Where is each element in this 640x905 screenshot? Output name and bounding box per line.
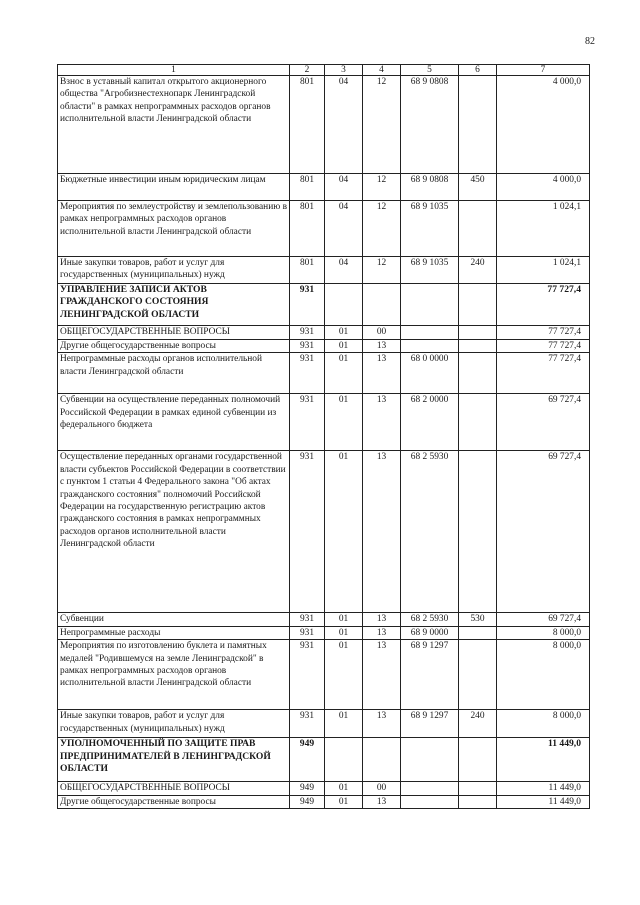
table-row	[58, 782, 590, 795]
section-code-cell: 04	[325, 174, 363, 201]
column-header: 4	[363, 65, 401, 76]
expense-type-code-cell: 240	[459, 710, 497, 738]
ministry-code-cell: 801	[290, 257, 325, 284]
row-description-cell: ОБЩЕГОСУДАРСТВЕННЫЕ ВОПРОСЫ	[58, 782, 290, 795]
target-article-code-cell	[401, 738, 459, 782]
expense-type-code-cell	[459, 201, 497, 257]
subsection-code-cell: 13	[363, 795, 401, 808]
expense-type-code-cell: 530	[459, 613, 497, 626]
subsection-code-cell	[363, 738, 401, 782]
amount-cell: 69 727,4	[497, 613, 590, 626]
section-code-cell: 01	[325, 782, 363, 795]
section-code-cell	[325, 738, 363, 782]
target-article-code-cell: 68 2 5930	[401, 451, 459, 613]
target-article-code-cell: 68 9 1035	[401, 257, 459, 284]
ministry-code-cell: 949	[290, 782, 325, 795]
row-description-cell: Осуществление переданных органами государственной власти субъектов Российской Федерации в соответствии с пунктом 1 статьи 4 Федерального закона "Об актах гражданского состояния" полномочий Российской Федерации на государственную регистрацию актов гражданского состояния в рамках непрограммных расходов органов исполнительной власти Ленинградской области	[58, 451, 290, 613]
ministry-code-cell: 801	[290, 201, 325, 257]
amount-cell: 77 727,4	[497, 340, 590, 353]
budget-table	[57, 64, 590, 809]
ministry-code-cell: 931	[290, 353, 325, 394]
table-row	[58, 394, 590, 451]
subsection-code-cell: 12	[363, 174, 401, 201]
table-row	[58, 201, 590, 257]
section-code-cell	[325, 284, 363, 326]
amount-cell: 11 449,0	[497, 782, 590, 795]
column-header: 3	[325, 65, 363, 76]
row-description-cell: УПОЛНОМОЧЕННЫЙ ПО ЗАЩИТЕ ПРАВ ПРЕДПРИНИМАТЕЛЕЙ В ЛЕНИНГРАДСКОЙ ОБЛАСТИ	[58, 738, 290, 782]
table-row	[58, 613, 590, 626]
subsection-code-cell: 12	[363, 76, 401, 174]
table-row	[58, 340, 590, 353]
target-article-code-cell: 68 2 5930	[401, 613, 459, 626]
table-row	[58, 795, 590, 808]
subsection-code-cell: 13	[363, 626, 401, 639]
table-row	[58, 284, 590, 326]
target-article-code-cell	[401, 340, 459, 353]
subsection-code-cell: 12	[363, 257, 401, 284]
target-article-code-cell: 68 9 0000	[401, 626, 459, 639]
target-article-code-cell	[401, 326, 459, 340]
target-article-code-cell	[401, 795, 459, 808]
subsection-code-cell: 00	[363, 782, 401, 795]
subsection-code-cell: 13	[363, 640, 401, 710]
target-article-code-cell: 68 9 1035	[401, 201, 459, 257]
ministry-code-cell: 931	[290, 394, 325, 451]
column-header: 5	[401, 65, 459, 76]
table-header-row	[58, 65, 590, 76]
subsection-code-cell: 13	[363, 451, 401, 613]
amount-cell: 69 727,4	[497, 451, 590, 613]
row-description-cell: УПРАВЛЕНИЕ ЗАПИСИ АКТОВ ГРАЖДАНСКОГО СОСТОЯНИЯ ЛЕНИНГРАДСКОЙ ОБЛАСТИ	[58, 284, 290, 326]
row-description-cell: Другие общегосударственные вопросы	[58, 795, 290, 808]
ministry-code-cell: 949	[290, 795, 325, 808]
amount-cell: 11 449,0	[497, 795, 590, 808]
column-header: 6	[459, 65, 497, 76]
ministry-code-cell: 931	[290, 710, 325, 738]
expense-type-code-cell	[459, 284, 497, 326]
target-article-code-cell: 68 0 0000	[401, 353, 459, 394]
expense-type-code-cell	[459, 795, 497, 808]
target-article-code-cell: 68 9 1297	[401, 640, 459, 710]
expense-type-code-cell	[459, 738, 497, 782]
target-article-code-cell: 68 9 1297	[401, 710, 459, 738]
subsection-code-cell: 12	[363, 201, 401, 257]
column-header: 1	[58, 65, 290, 76]
subsection-code-cell: 13	[363, 710, 401, 738]
table-row	[58, 257, 590, 284]
section-code-cell: 01	[325, 451, 363, 613]
section-code-cell: 01	[325, 626, 363, 639]
row-description-cell: Иные закупки товаров, работ и услуг для государственных (муниципальных) нужд	[58, 710, 290, 738]
ministry-code-cell: 931	[290, 284, 325, 326]
subsection-code-cell: 13	[363, 394, 401, 451]
page-number: 82	[585, 36, 595, 47]
row-description-cell: Мероприятия по землеустройству и землепользованию в рамках непрограммных расходов органов исполнительной власти Ленинградской области	[58, 201, 290, 257]
section-code-cell: 01	[325, 326, 363, 340]
section-code-cell: 01	[325, 340, 363, 353]
section-code-cell: 04	[325, 201, 363, 257]
expense-type-code-cell	[459, 626, 497, 639]
subsection-code-cell	[363, 284, 401, 326]
amount-cell: 77 727,4	[497, 284, 590, 326]
row-description-cell: Другие общегосударственные вопросы	[58, 340, 290, 353]
row-description-cell: Мероприятия по изготовлению буклета и памятных медалей "Родившемуся на земле Ленинградской" в рамках непрограммных расходов органов исполнительной власти Ленинградской области	[58, 640, 290, 710]
ministry-code-cell: 949	[290, 738, 325, 782]
amount-cell: 77 727,4	[497, 353, 590, 394]
row-description-cell: Непрограммные расходы	[58, 626, 290, 639]
ministry-code-cell: 931	[290, 326, 325, 340]
row-description-cell: Иные закупки товаров, работ и услуг для государственных (муниципальных) нужд	[58, 257, 290, 284]
subsection-code-cell: 00	[363, 326, 401, 340]
section-code-cell: 04	[325, 257, 363, 284]
row-description-cell: Непрограммные расходы органов исполнительной власти Ленинградской области	[58, 353, 290, 394]
subsection-code-cell: 13	[363, 353, 401, 394]
expense-type-code-cell	[459, 353, 497, 394]
table-row	[58, 174, 590, 201]
column-header: 2	[290, 65, 325, 76]
amount-cell: 77 727,4	[497, 326, 590, 340]
table-row	[58, 640, 590, 710]
amount-cell: 1 024,1	[497, 201, 590, 257]
section-code-cell: 01	[325, 710, 363, 738]
section-code-cell: 01	[325, 640, 363, 710]
section-code-cell: 01	[325, 394, 363, 451]
expense-type-code-cell	[459, 451, 497, 613]
table-row	[58, 451, 590, 613]
target-article-code-cell	[401, 782, 459, 795]
section-code-cell: 01	[325, 795, 363, 808]
amount-cell: 69 727,4	[497, 394, 590, 451]
amount-cell: 8 000,0	[497, 626, 590, 639]
section-code-cell: 04	[325, 76, 363, 174]
row-description-cell: ОБЩЕГОСУДАРСТВЕННЫЕ ВОПРОСЫ	[58, 326, 290, 340]
amount-cell: 4 000,0	[497, 76, 590, 174]
target-article-code-cell	[401, 284, 459, 326]
amount-cell: 8 000,0	[497, 710, 590, 738]
table-row	[58, 626, 590, 639]
row-description-cell: Взнос в уставный капитал открытого акционерного общества "Агробизнестехнопарк Ленинградской области" в рамках непрограммных расходов органов исполнительной власти Ленинградской области	[58, 76, 290, 174]
ministry-code-cell: 931	[290, 626, 325, 639]
target-article-code-cell: 68 9 0808	[401, 76, 459, 174]
amount-cell: 11 449,0	[497, 738, 590, 782]
subsection-code-cell: 13	[363, 613, 401, 626]
expense-type-code-cell	[459, 640, 497, 710]
amount-cell: 1 024,1	[497, 257, 590, 284]
amount-cell: 4 000,0	[497, 174, 590, 201]
expense-type-code-cell	[459, 394, 497, 451]
ministry-code-cell: 801	[290, 174, 325, 201]
expense-type-code-cell	[459, 326, 497, 340]
ministry-code-cell: 801	[290, 76, 325, 174]
expense-type-code-cell	[459, 782, 497, 795]
target-article-code-cell: 68 9 0808	[401, 174, 459, 201]
section-code-cell: 01	[325, 353, 363, 394]
ministry-code-cell: 931	[290, 613, 325, 626]
expense-type-code-cell	[459, 76, 497, 174]
row-description-cell: Субвенции на осуществление переданных полномочий Российской Федерации в рамках единой субвенции из федерального бюджета	[58, 394, 290, 451]
table-row	[58, 353, 590, 394]
row-description-cell: Бюджетные инвестиции иным юридическим лицам	[58, 174, 290, 201]
ministry-code-cell: 931	[290, 340, 325, 353]
section-code-cell: 01	[325, 613, 363, 626]
column-header: 7	[497, 65, 590, 76]
target-article-code-cell: 68 2 0000	[401, 394, 459, 451]
table-row	[58, 326, 590, 340]
expense-type-code-cell	[459, 340, 497, 353]
amount-cell: 8 000,0	[497, 640, 590, 710]
ministry-code-cell: 931	[290, 451, 325, 613]
expense-type-code-cell: 450	[459, 174, 497, 201]
ministry-code-cell: 931	[290, 640, 325, 710]
expense-type-code-cell: 240	[459, 257, 497, 284]
table-row	[58, 76, 590, 174]
subsection-code-cell: 13	[363, 340, 401, 353]
table-row	[58, 738, 590, 782]
row-description-cell: Субвенции	[58, 613, 290, 626]
table-row	[58, 710, 590, 738]
